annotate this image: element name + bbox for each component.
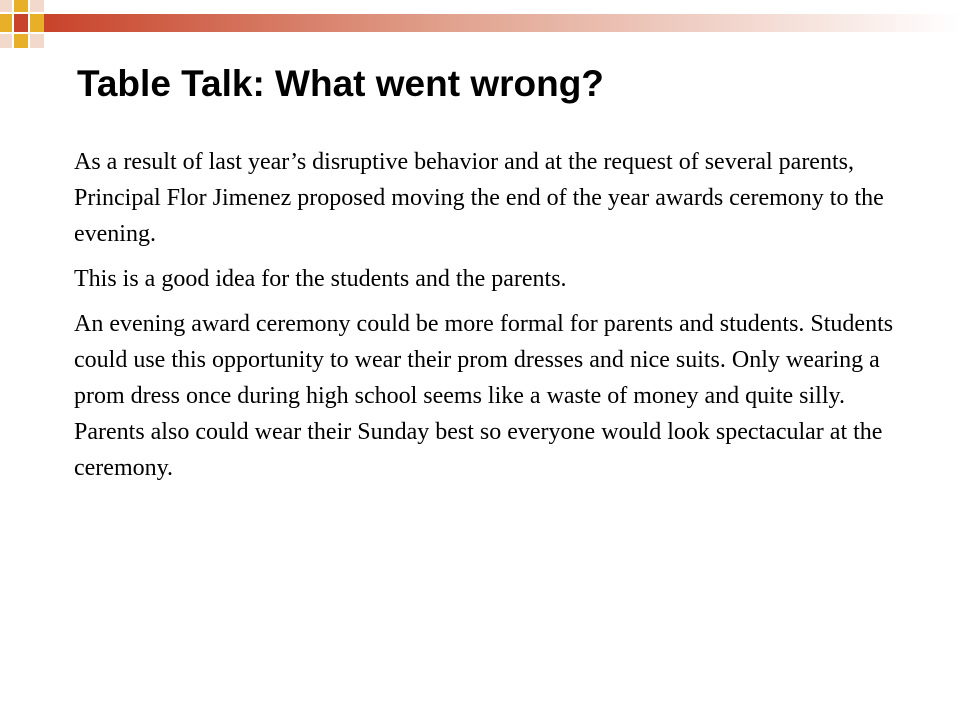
body-paragraph: An evening award ceremony could be more formal for parents and students. Students could use this opportunity to wear their prom dresses and nice suits. Only wearing a prom dress once during high school seems like a waste of money and quite silly. Parents also could wear their Sunday best so everyone would look spectacular at the ceremony.: [74, 311, 894, 481]
slide-body: [74, 144, 894, 495]
slide-title: Table Talk: What went wrong?: [77, 63, 604, 104]
deco-square: [0, 0, 12, 12]
deco-square: [0, 34, 12, 48]
body-paragraph: As a result of last year’s disruptive behavior and at the request of several parents, Principal Flor Jimenez proposed moving the end of the year awards ceremony to the evening.: [74, 149, 884, 247]
deco-square: [30, 14, 44, 32]
deco-square: [14, 34, 28, 48]
header-decoration: [0, 0, 960, 60]
deco-square: [0, 14, 12, 32]
deco-square: [14, 0, 28, 12]
deco-square: [30, 0, 44, 12]
body-paragraph: This is a good idea for the students and the parents.: [74, 266, 567, 292]
header-gradient-bar: [44, 14, 960, 32]
deco-square: [30, 34, 44, 48]
deco-square: [14, 14, 28, 32]
